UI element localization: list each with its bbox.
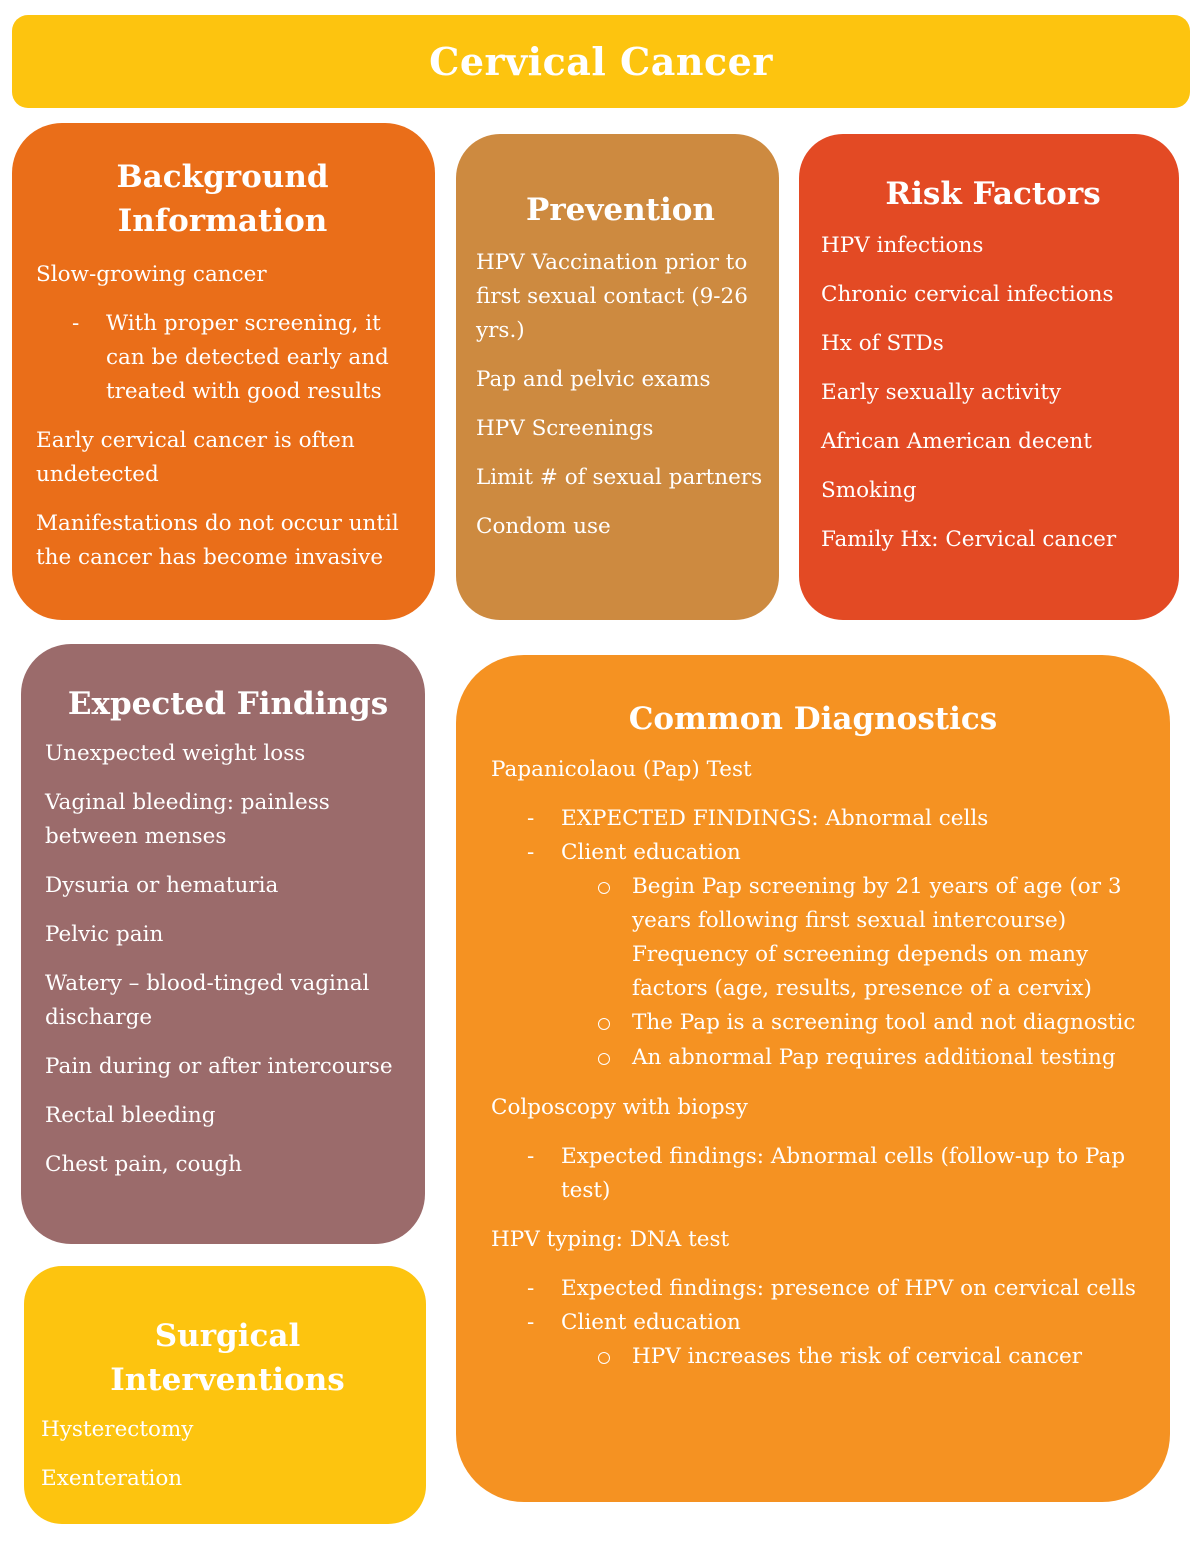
risk-item: Early sexually activity [821, 380, 1062, 405]
diagnostic-dash-item [491, 1272, 1150, 1306]
diagnostic-test-label: HPV typing: DNA test [491, 1227, 730, 1252]
background-heading: Background Information [116, 159, 329, 239]
title-banner [12, 15, 1190, 108]
dash-bullet: - [527, 840, 535, 865]
prevention-item: HPV Vaccination prior to first sexual contact (9-26 yrs.) [476, 250, 748, 343]
diagnostic-dash-item [491, 836, 1150, 870]
background-item: Manifestations do not occur until the cancer has become invasive [36, 511, 399, 570]
surgical-item: Hysterectomy [41, 1417, 194, 1442]
diagnostic-circle-text: HPV increases the risk of cervical cancer [632, 1344, 1082, 1369]
diagnostic-dash-text: Client education [561, 1310, 741, 1335]
diagnostics-heading: Common Diagnostics [628, 701, 998, 737]
background-sub-item [36, 307, 409, 409]
background-information-card [12, 123, 435, 620]
risk-item: Chronic cervical infections [821, 282, 1114, 307]
page-title: Cervical Cancer [429, 39, 773, 84]
dash-bullet: - [527, 1144, 535, 1169]
diagnostic-dash-item [491, 802, 1150, 836]
background-sub-text: With proper screening, it can be detected early and treated with good results [106, 311, 389, 404]
diagnostic-dash-item [491, 1140, 1150, 1208]
expected-item: Rectal bleeding [45, 1103, 216, 1128]
diagnostic-dash-item [491, 1306, 1150, 1340]
diagnostic-dash-text: Expected findings: Abnormal cells (follow-up to Pap test) [561, 1144, 1126, 1203]
prevention-item: Condom use [476, 514, 611, 539]
expected-item: Pelvic pain [45, 922, 164, 947]
prevention-item: Limit # of sexual partners [476, 465, 763, 490]
surgical-item: Exenteration [41, 1466, 183, 1491]
prevention-item: Pap and pelvic exams [476, 367, 711, 392]
expected-item: Unexpected weight loss [45, 741, 306, 766]
risk-item: African American decent [821, 429, 1092, 454]
diagnostic-circle-text: Begin Pap screening by 21 years of age (or 3 years following first sexual intercourse) Frequency of screening depends on many factors (age, results, presence of a cervix) [632, 874, 1122, 1001]
diagnostic-dash-text: Client education [561, 840, 741, 865]
expected-item: Watery – blood-tinged vaginal discharge [45, 971, 370, 1030]
diagnostic-circle-text: The Pap is a screening tool and not diagnostic [632, 1010, 1136, 1035]
diagnostic-test-label: Colposcopy with biopsy [491, 1095, 748, 1120]
circle-bullet-icon [598, 882, 610, 894]
diagnostic-circle-item [491, 1041, 1150, 1076]
prevention-item: HPV Screenings [476, 416, 654, 441]
dash-bullet: - [72, 311, 80, 336]
expected-item: Vaginal bleeding: painless between menses [45, 790, 330, 849]
expected-heading: Expected Findings [67, 686, 389, 722]
diagnostic-circle-item [491, 1340, 1150, 1375]
diagnostic-circle-item [491, 870, 1150, 1006]
prevention-card [456, 134, 779, 620]
expected-item: Chest pain, cough [45, 1152, 242, 1177]
common-diagnostics-card [456, 655, 1170, 1502]
risk-factors-card [799, 134, 1179, 620]
risk-item: Hx of STDs [821, 331, 944, 356]
background-item: Early cervical cancer is often undetected [36, 428, 355, 487]
background-item: Slow-growing cancer [36, 262, 267, 287]
risk-item: Family Hx: Cervical cancer [821, 527, 1117, 552]
diagnostic-circle-item [491, 1006, 1150, 1041]
expected-item: Dysuria or hematuria [45, 873, 279, 898]
diagnostic-dash-text: Expected findings: presence of HPV on cervical cells [561, 1276, 1136, 1301]
risk-item: Smoking [821, 478, 917, 503]
surgical-interventions-card [24, 1266, 426, 1524]
risk-item: HPV infections [821, 233, 984, 258]
risk-heading: Risk Factors [885, 176, 1101, 212]
surgical-heading: Surgical Interventions [110, 1318, 345, 1398]
prevention-heading: Prevention [526, 192, 715, 228]
dash-bullet: - [527, 1310, 535, 1335]
expected-item: Pain during or after intercourse [45, 1054, 393, 1079]
expected-findings-card [21, 644, 425, 1244]
circle-bullet-icon [598, 1053, 610, 1065]
diagnostic-circle-text: An abnormal Pap requires additional testing [632, 1045, 1116, 1070]
diagnostic-dash-text: EXPECTED FINDINGS: Abnormal cells [561, 806, 989, 831]
circle-bullet-icon [598, 1018, 610, 1030]
dash-bullet: - [527, 806, 535, 831]
diagnostic-test-label: Papanicolaou (Pap) Test [491, 757, 752, 782]
circle-bullet-icon [598, 1352, 610, 1364]
dash-bullet: - [527, 1276, 535, 1301]
